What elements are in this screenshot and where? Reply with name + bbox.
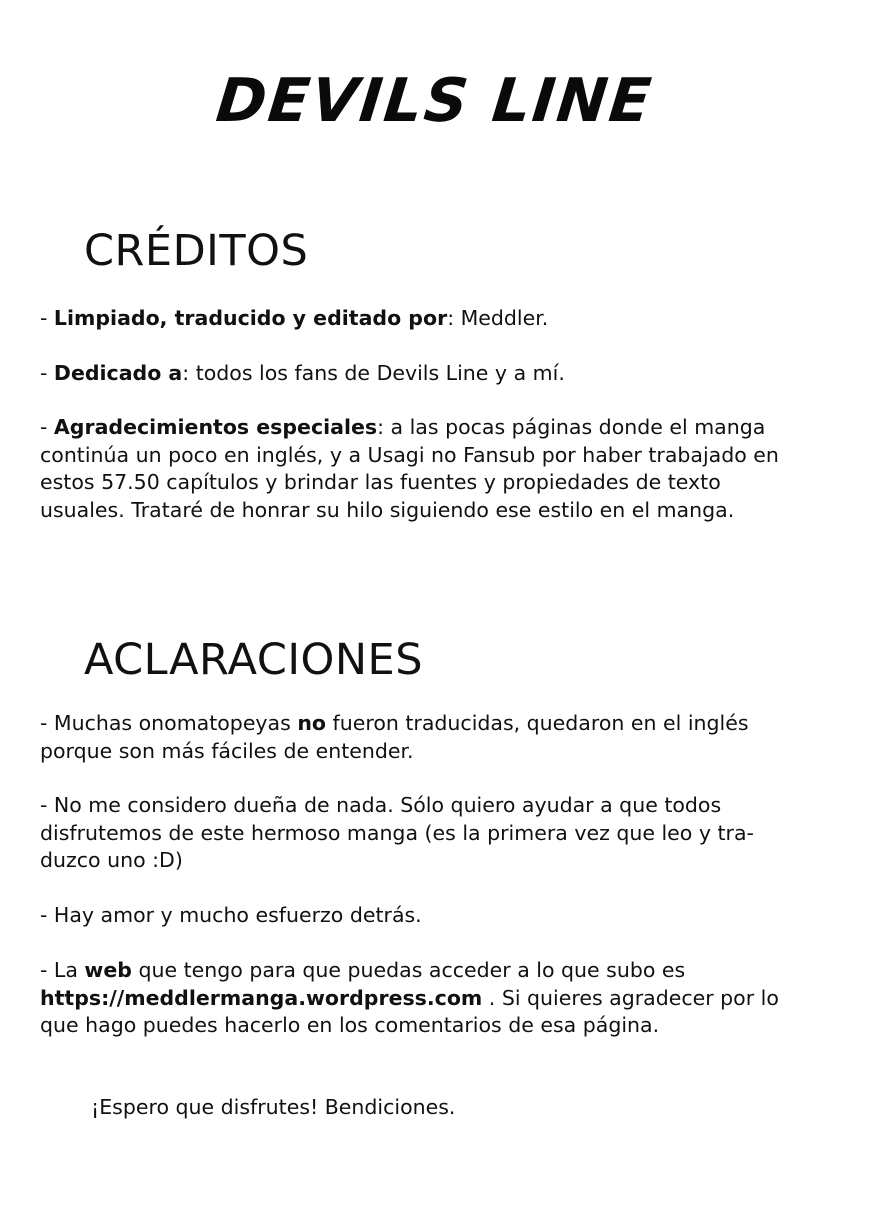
devils-line-logo: DEVILS LINE	[212, 66, 657, 136]
clarification-web: - La web que tengo para que puedas acceder a lo que subo es https://meddlermanga.wordpress.com . Si quieres agradecer por lo que hago puedes hacerlo en los comentarios de esa página.	[40, 958, 779, 1037]
closing-message: ¡Espero que disfrutes! Bendiciones.	[91, 1095, 456, 1119]
credit-label: Agradecimientos especiales	[53, 415, 378, 439]
credit-label: Limpiado, traducido y editado por	[53, 306, 448, 330]
credits-heading: CRÉDITOS	[84, 226, 309, 276]
credit-line-cleaned-by: - Limpiado, traducido y editado por: Meddler.	[40, 306, 549, 330]
credit-label: Dedicado a	[53, 361, 183, 385]
credit-line-special-thanks: - Agradecimientos especiales: a las pocas páginas donde el manga continúa un poco en inglés, y a Usagi no Fansub por haber trabajado en estos 57.50 capítulos y brindar las fuentes y propiedades de texto usuales. Trataré de honrar su hilo siguiendo ese estilo en el manga.	[40, 415, 779, 522]
website-url[interactable]: https://meddlermanga.wordpress.com	[40, 985, 483, 1010]
emphasis-no: no	[297, 711, 327, 735]
clarifications-heading: ACLARACIONES	[84, 635, 424, 685]
clarification-ownership: - No me considero dueña de nada. Sólo quiero ayudar a que todos disfrutemos de este hermoso manga (es la primera vez que leo y tra-duzco uno :D)	[40, 793, 754, 872]
clarification-effort: - Hay amor y mucho esfuerzo detrás.	[40, 903, 422, 927]
emphasis-web: web	[84, 958, 132, 982]
credit-line-dedicated-to: - Dedicado a: todos los fans de Devils Line y a mí.	[40, 361, 565, 385]
clarification-onomatopoeia: - Muchas onomatopeyas no fueron traducidas, quedaron en el inglés porque son más fáciles de entender.	[40, 711, 749, 763]
